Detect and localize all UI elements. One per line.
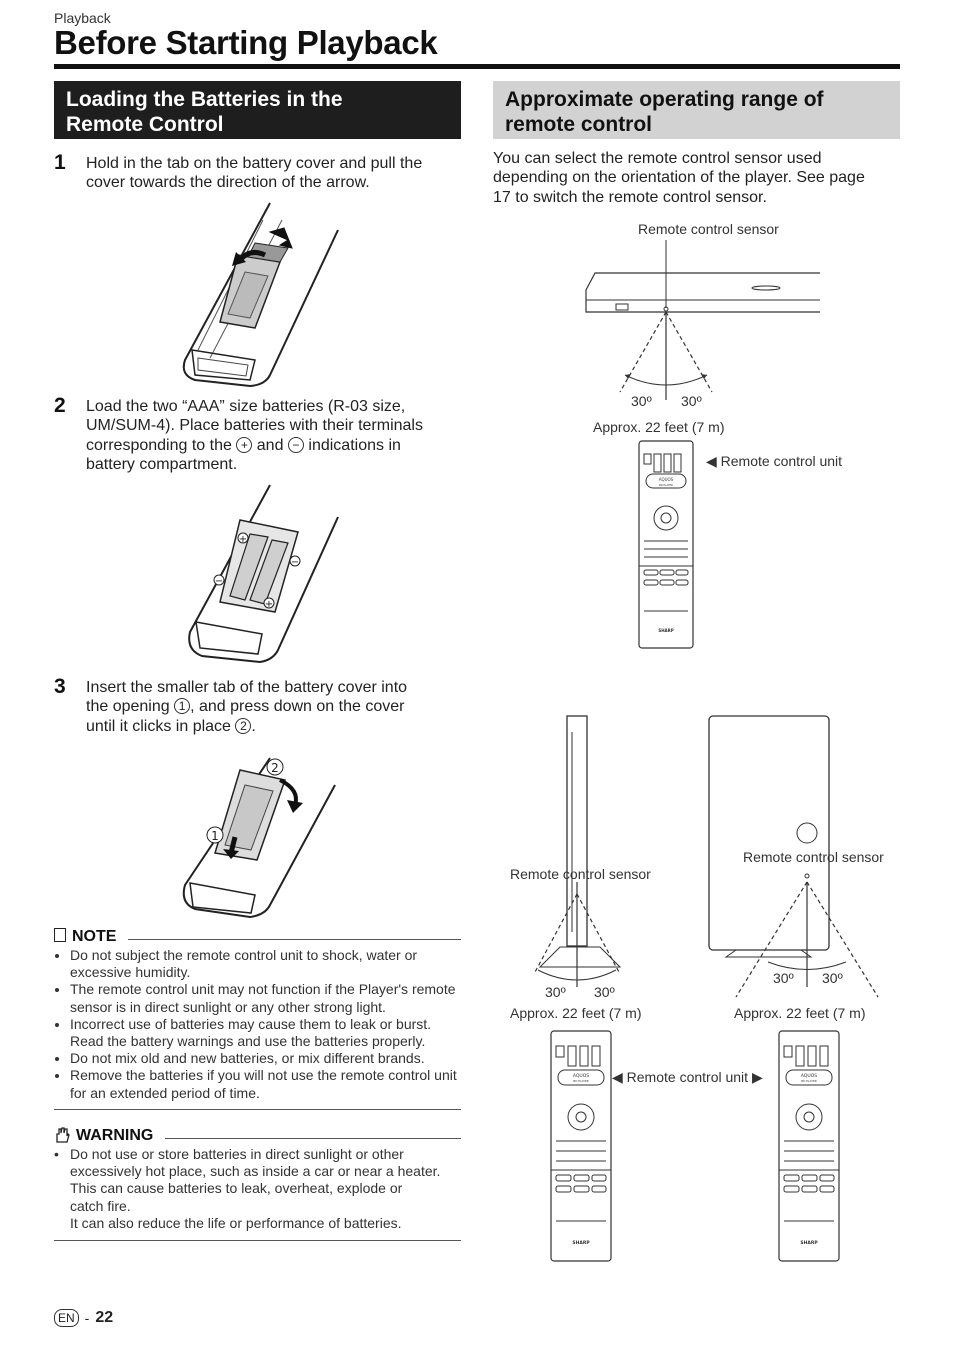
page-footer	[54, 1309, 113, 1327]
note-icon	[54, 928, 66, 942]
step-3-line: Insert the smaller tab of the battery cover into	[86, 679, 408, 696]
unit-label: ◀ Remote control unit	[706, 453, 843, 469]
remote-brand-text: AQUOS	[658, 477, 674, 482]
language-badge: EN	[54, 1309, 79, 1327]
note-item: • Do not mix old and new batteries, or mix different brands.	[70, 1050, 459, 1067]
warning-line: catch fire.	[70, 1197, 131, 1214]
sensor-label: Remote control sensor	[510, 866, 651, 882]
note-item: • Remove the batteries if you will not use the remote control unit for an extended period of time.	[70, 1067, 459, 1101]
battery-plus-mark: +	[238, 534, 248, 545]
warning-bottom-rule	[54, 1240, 461, 1241]
remote-sub-text: BD PLAYER	[659, 484, 673, 487]
note-item: • Incorrect use of batteries may cause them to leak or burst. Read the battery warnings and use the batteries properly.	[70, 1016, 459, 1050]
footer-separator: -	[84, 1310, 90, 1326]
warning-line: Do not use or store batteries in direct sunlight or other	[70, 1146, 404, 1162]
distance-label: Approx. 22 feet (7 m)	[593, 419, 725, 435]
range-header-line1: Approximate operating range of	[505, 88, 824, 111]
remote-cover-removal-illustration	[170, 200, 340, 390]
step-3-number: 3	[54, 675, 66, 698]
note-item: • The remote control unit may not function if the Player's remote sensor is in direct sunlight or any other strong light.	[70, 981, 459, 1015]
note-list	[54, 947, 459, 1102]
batteries-header-line1: Loading the Batteries in the	[66, 88, 343, 111]
angle-left: 30º	[773, 970, 794, 986]
step-3-text	[86, 678, 407, 736]
remote-brand-text: AQUOS	[800, 1074, 818, 1079]
distance-label: Approx. 22 feet (7 m)	[734, 1005, 866, 1021]
remote-maker-text: SHARP	[800, 1241, 818, 1246]
page-number: 22	[95, 1309, 114, 1326]
remote-control-unit-image	[550, 1030, 612, 1262]
page-title: Before Starting Playback	[54, 24, 438, 61]
remote-control-unit-image	[638, 440, 694, 650]
angle-left: 30º	[545, 984, 566, 1000]
step-2-text	[86, 397, 423, 474]
step-1-number: 1	[54, 151, 66, 174]
battery-plus-mark: +	[264, 599, 274, 610]
range-section-header	[493, 81, 900, 139]
vertical-player-range-diagram	[520, 712, 650, 1012]
circled-2: 2	[235, 718, 251, 734]
remote-sub-text: BD PLAYER	[573, 1079, 589, 1083]
step-1-text	[86, 154, 422, 193]
warning-heading: WARNING	[54, 1127, 165, 1145]
section-label: Playback	[54, 10, 111, 26]
remote-control-unit-image	[778, 1030, 840, 1262]
distance-label: Approx. 22 feet (7 m)	[510, 1005, 642, 1021]
callout-1: 1	[211, 829, 219, 843]
unit-label-both: ◀ Remote control unit ▶	[612, 1069, 763, 1085]
warning-line: It can also reduce the life or performance of batteries.	[70, 1214, 402, 1231]
plus-symbol: +	[236, 437, 252, 453]
range-header-line2: remote control	[505, 113, 653, 136]
warning-line: excessively hot place, such as inside a car or near a heater.	[70, 1163, 441, 1180]
remote-sub-text: BD PLAYER	[801, 1079, 817, 1083]
step-2-number: 2	[54, 394, 66, 417]
remote-maker-text: SHARP	[572, 1241, 590, 1246]
range-intro: You can select the remote control sensor used depending on the orientation of the player. See page 17 to switch the remote control sensor.	[493, 150, 865, 206]
step-1-line: cover towards the direction of the arrow.	[86, 174, 370, 192]
sensor-label: Remote control sensor	[743, 849, 884, 865]
warning-line: This can cause batteries to leak, overheat, explode or	[70, 1180, 403, 1197]
note-bottom-rule	[54, 1109, 461, 1110]
batteries-header-line2: Remote Control	[66, 113, 224, 136]
circled-1: 1	[174, 698, 190, 714]
angle-right: 30º	[681, 393, 702, 409]
step-2-line: UM/SUM-4). Place batteries with their terminals	[86, 417, 423, 435]
callout-2: 2	[271, 761, 279, 775]
step-2-line: battery compartment.	[86, 455, 238, 473]
note-heading: NOTE	[54, 928, 128, 946]
step-3-line: until it clicks in place 2 .	[86, 717, 256, 735]
step-2-line: corresponding to the + and − indications in	[86, 436, 401, 454]
step-1-line: Hold in the tab on the battery cover and pull the	[86, 155, 423, 172]
horizontal-player-range-diagram	[580, 240, 825, 420]
remote-maker-text: SHARP	[658, 628, 674, 633]
title-rule	[54, 64, 900, 69]
angle-right: 30º	[594, 984, 615, 1000]
angle-left: 30º	[631, 393, 652, 409]
sensor-label: Remote control sensor	[638, 221, 779, 237]
remote-brand-text: AQUOS	[572, 1074, 590, 1079]
battery-loading-illustration	[180, 482, 340, 667]
note-item: • Do not subject the remote control unit to shock, water or excessive humidity.	[70, 947, 459, 981]
batteries-section-header	[54, 81, 461, 139]
battery-minus-mark: −	[290, 557, 300, 568]
hand-warning-icon	[54, 1127, 70, 1143]
battery-minus-mark: −	[214, 576, 224, 587]
minus-symbol: −	[288, 437, 304, 453]
warning-text: • Do not use or store batteries in direct sunlight or other excessively hot place, such as inside a car or near a heater. This can cause batteries to leak, overheat, explode or catch fire. It can also reduce the life or performance of batteries.	[54, 1146, 461, 1232]
step-2-line: Load the two “AAA” size batteries (R-03 size,	[86, 398, 406, 415]
angle-right: 30º	[822, 970, 843, 986]
step-3-line: the opening 1 , and press down on the cover	[86, 698, 405, 716]
cover-replace-illustration	[175, 755, 340, 925]
